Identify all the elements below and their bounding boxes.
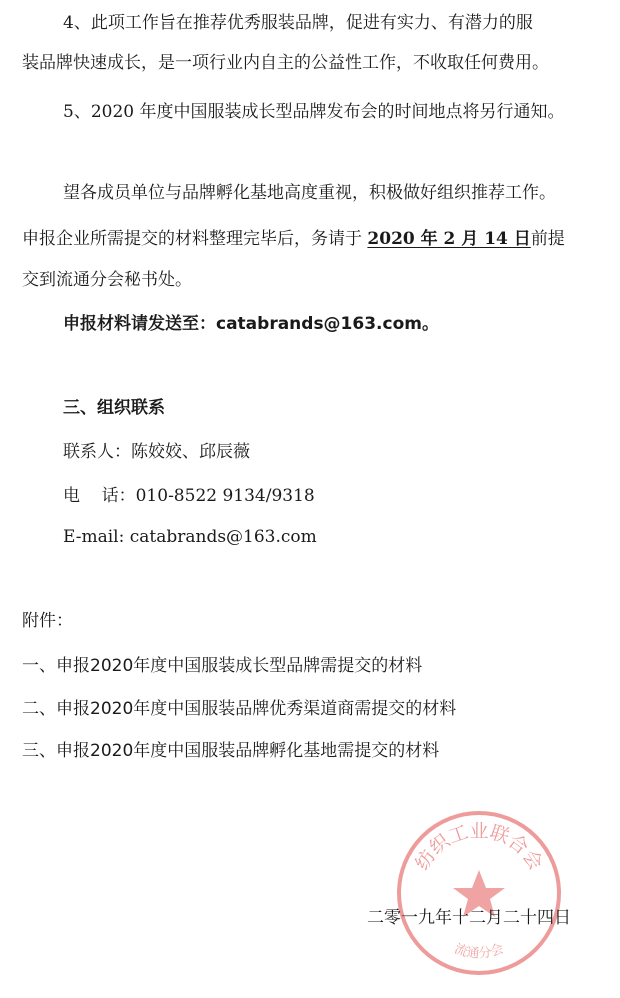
document-date: 二零一九年十二月二十四日 [367,908,571,928]
attachments-label: 附件： [22,611,73,631]
text-line: 交到流通分会秘书处。 [22,270,192,290]
attachment-item: 三、申报2020年度中国服装品牌孵化基地需提交的材料 [22,741,440,761]
seal-top-text: 纺织工业联合会 [411,820,547,874]
text-line: 望各成员单位与品牌孵化基地高度重视，积极做好组织推荐工作。 [63,183,556,203]
text-line: 装品牌快速成长，是一项行业内自主的公益性工作，不收取任何费用。 [22,53,549,73]
submission-email-line: 申报材料请发送至：catabrands@163.com。 [63,314,439,334]
official-seal [394,808,564,978]
contact-email: E-mail: catabrands@163.com [63,527,317,547]
attachment-item: 一、申报2020年度中国服装成长型品牌需提交的材料 [22,656,423,676]
text-line [22,227,565,251]
contact-phone: 电 话：010-8522 9134/9318 [63,486,315,506]
deadline-date: 2020 年 2 月 14 日 [367,229,531,249]
attachment-item: 二、申报2020年度中国服装品牌优秀渠道商需提交的材料 [22,699,457,719]
seal-bottom-text: 流通分会 [452,941,506,962]
paragraph-item-5: 5、2020 年度中国服装成长型品牌发布会的时间地点将另行通知。 [63,102,565,122]
text-segment: 申报企业所需提交的材料整理完毕后，务请于 [22,229,368,249]
contact-person: 联系人：陈姣姣、邱辰薇 [63,442,250,462]
text-line: 4、此项工作旨在推荐优秀服装品牌，促进有实力、有潜力的服 [63,13,533,33]
text-segment: 前提 [530,229,565,249]
section-heading: 三、组织联系 [63,398,165,418]
